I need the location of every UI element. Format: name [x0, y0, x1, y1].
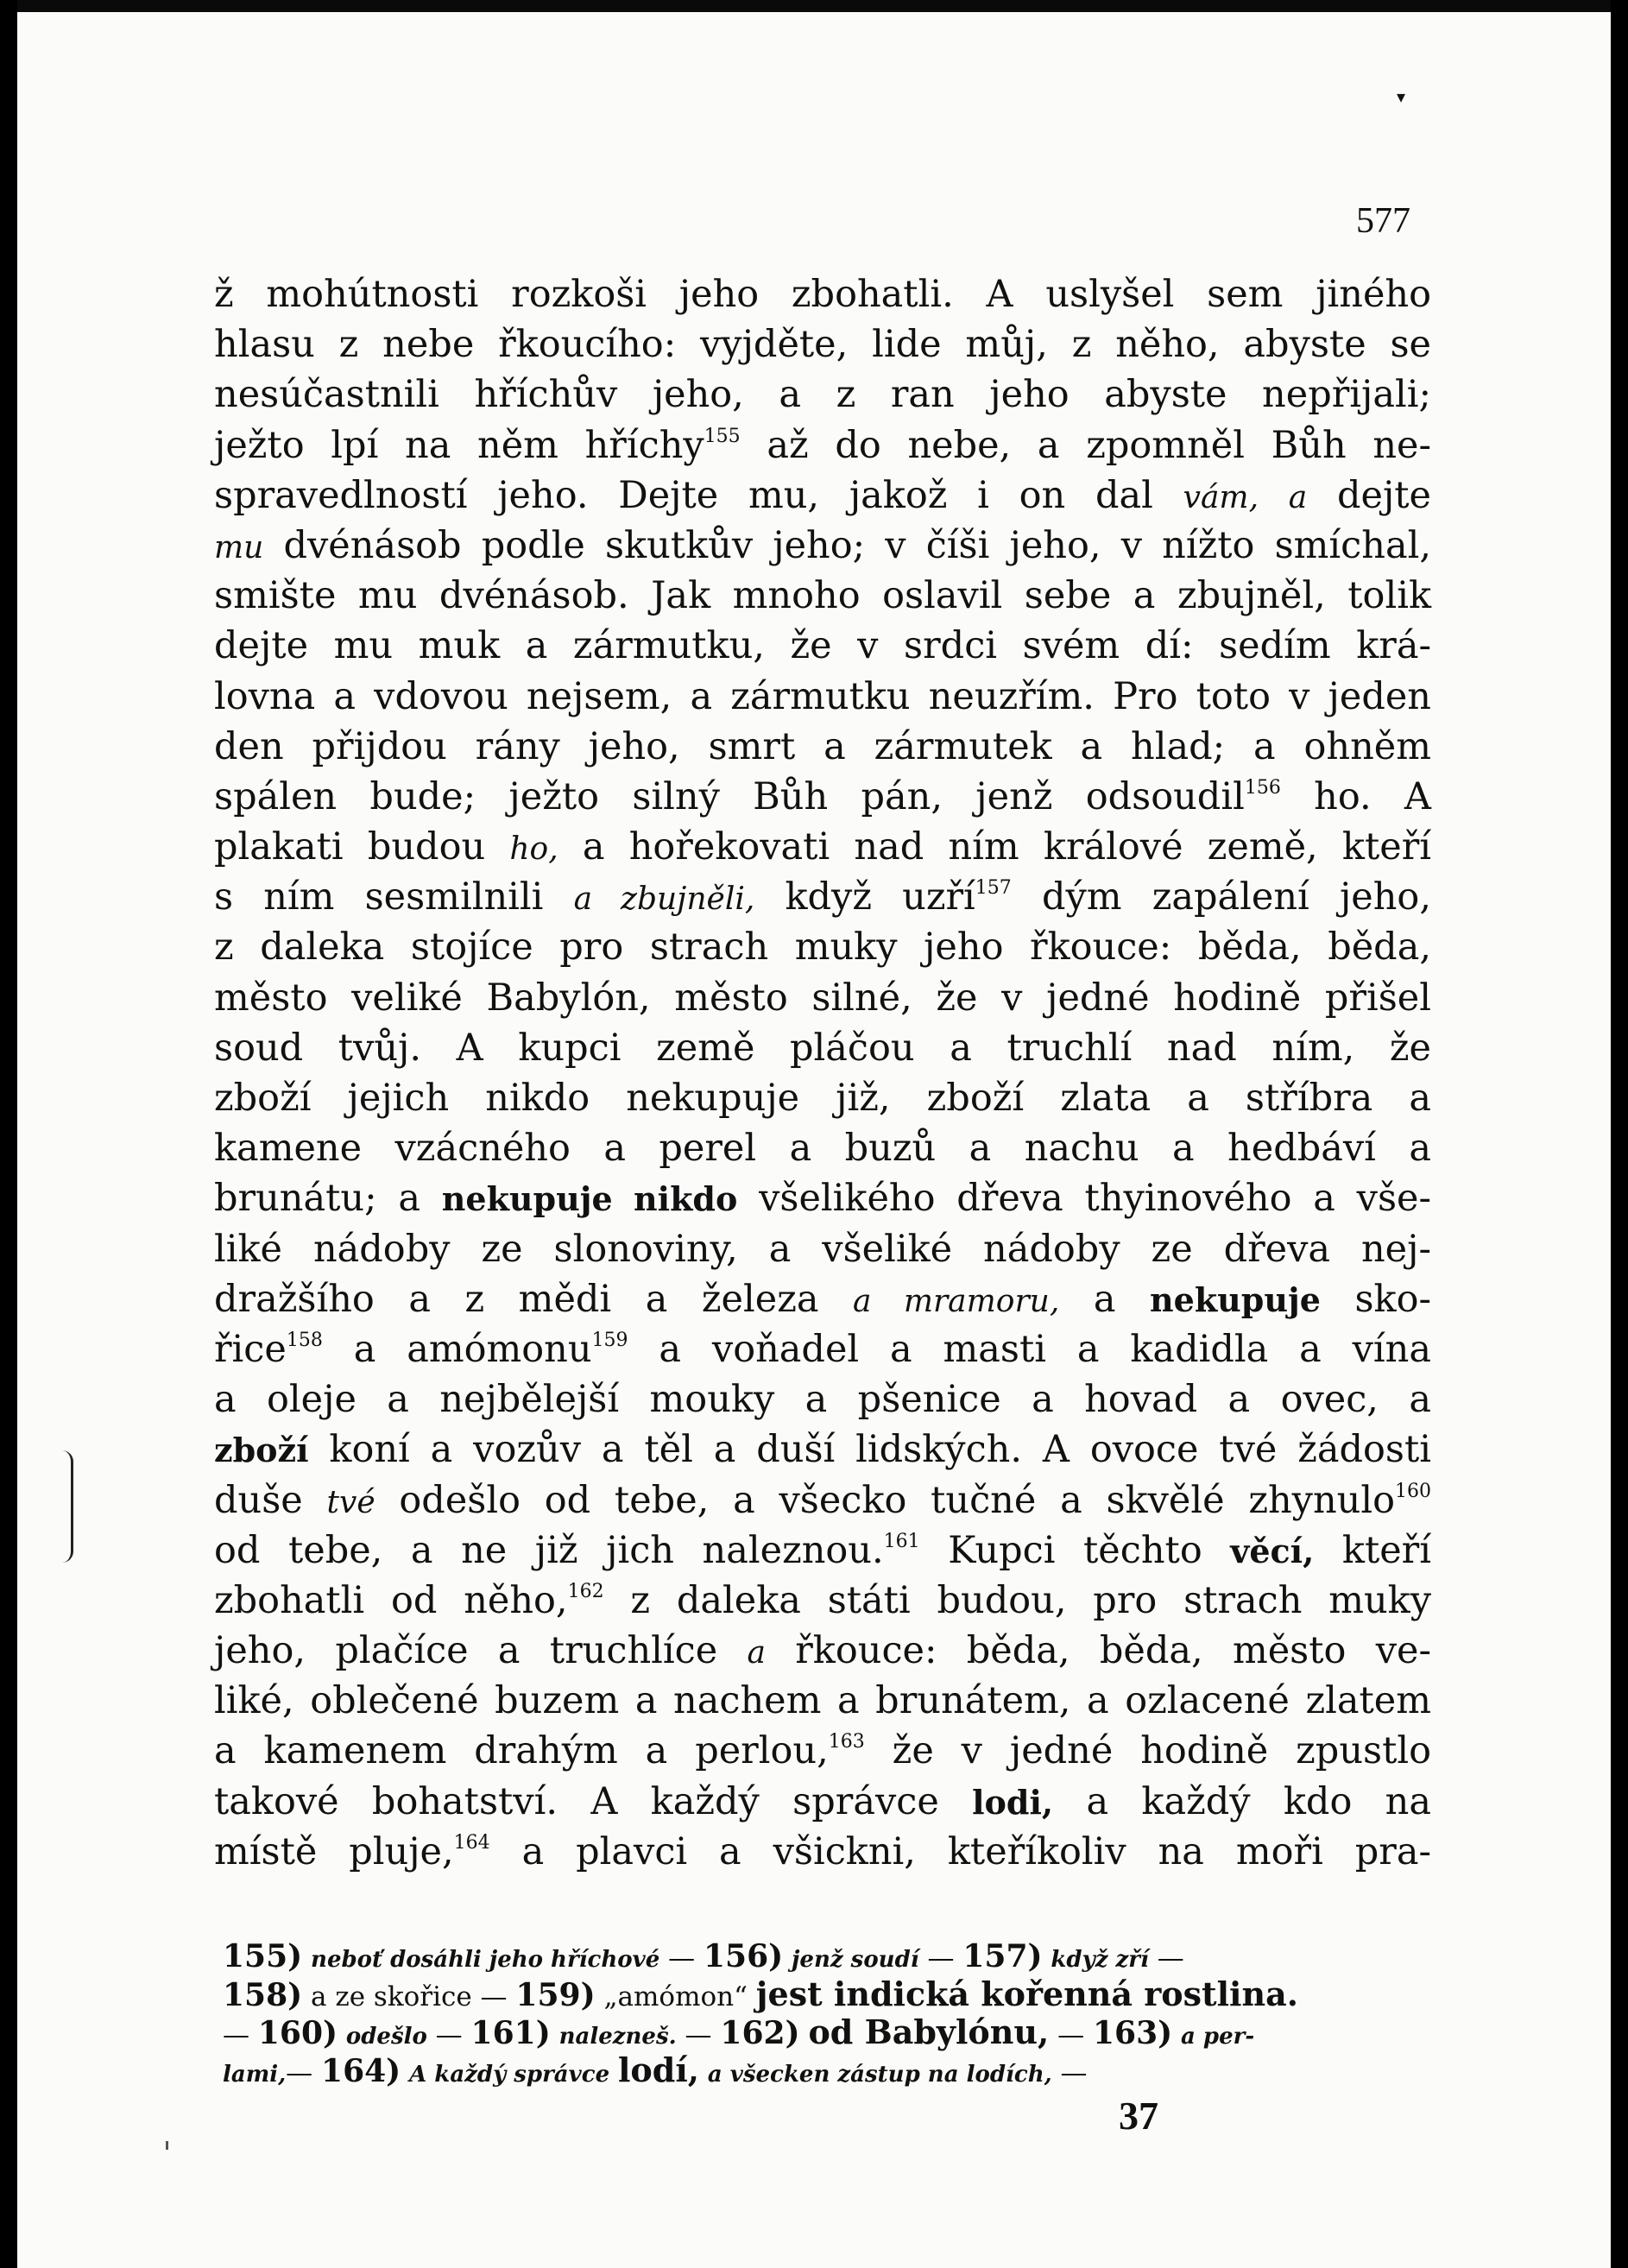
text-line: nesúčastnili hříchův jeho, a z ran jeho abyste nepřijali;: [214, 373, 1431, 417]
blackletter-text: věcí,: [1230, 1531, 1315, 1570]
italic-text: a zbujněli,: [573, 881, 755, 918]
margin-dot: [166, 2141, 168, 2150]
footnote-ref: 155: [704, 425, 741, 447]
bold-text: lodí,: [617, 2050, 700, 2089]
footnote-number: 163): [1092, 2015, 1173, 2051]
italic-text: A každý správce: [409, 2062, 610, 2088]
text-line: od tebe, a ne již jich naleznou.$^{161}$ Kupci těchto věcí, kteří: [214, 1528, 1431, 1572]
footnote-number: 160): [257, 2015, 338, 2051]
text-line: a kamenem drahým a perlou,$^{163}$ že v jedné hodině zpustlo: [214, 1729, 1431, 1773]
footnote-line: 158) a ze skořice — 159) „amómon“ jest indická kořenná rostlina.: [223, 1974, 1298, 2013]
italic-text: tvé: [326, 1484, 375, 1520]
footnote-number: 158): [223, 1977, 303, 2013]
text-line: smište mu dvénásob. Jak mnoho oslavil sebe a zbujněl, tolik: [214, 574, 1431, 618]
text-line: plakati budou ho, a hořekovati nad ním králové země, kteří: [214, 825, 1431, 869]
italic-text: jenž soudí: [792, 1947, 919, 1973]
text-line: den přijdou rány jeho, smrt a zármutek a hlad; a ohněm: [214, 724, 1431, 768]
italic-text: a: [747, 1635, 766, 1671]
italic-text: mu: [214, 529, 264, 565]
footnote-ref: 159: [591, 1329, 628, 1351]
text-line: dražšího a z mědi a železa a mramoru, a nekupuje sko-: [214, 1277, 1431, 1321]
footnote-line: 155) neboť dosáhli jeho hříchové — 156) jenž soudí — 157) když zří —: [223, 1938, 1184, 1974]
footnote-number: 157): [962, 1938, 1043, 1974]
text-line: kamene vzácného a perel a buzů a nachu a hedbáví a: [214, 1127, 1431, 1171]
italic-text: ho,: [509, 831, 558, 868]
italic-text: neboť dosáhli jeho hříchové: [311, 1947, 660, 1973]
footnote-number: 162): [720, 2015, 800, 2051]
footnote-ref: 162: [567, 1580, 604, 1602]
text-line: místě pluje,$^{164}$ a plavci a všickni, kteříkoliv na moři pra-: [214, 1829, 1431, 1873]
italic-text: odešlo: [345, 2024, 427, 2050]
text-line: hlasu z nebe řkoucího: vyjděte, lide můj, z něho, abyste se: [214, 323, 1431, 367]
blackletter-text: nekupuje nikdo: [441, 1179, 738, 1219]
footnote-ref: 156: [1244, 776, 1281, 799]
text-line: z daleka stojíce pro strach muky jeho řkouce: běda, běda,: [214, 926, 1431, 970]
text-line: jeho, plačíce a truchlíce a řkouce: běda, běda, město ve-: [214, 1629, 1431, 1673]
margin-bracket: [62, 1450, 73, 1563]
italic-text: vám,: [1183, 479, 1259, 515]
text-line: zboží koní a vozův a těl a duší lidských. A ovoce tvé žádosti: [214, 1428, 1431, 1472]
footnote-ref: 164: [453, 1831, 490, 1854]
footnote-ref: 161: [883, 1530, 920, 1552]
text-line: ježto lpí na něm hříchy$^{155}$ až do nebe, a zpomněl Bůh ne-: [214, 423, 1431, 467]
text-line: brunátu; a nekupuje nikdo všelikého dřeva thyinového a vše-: [214, 1177, 1431, 1221]
book-page: [17, 0, 1611, 2268]
text-line: dejte mu muk a zármutku, že v srdci svém dí: sedím krá-: [214, 624, 1431, 668]
text-line: řice$^{158}$ a amómonu$^{159}$ a voňadel a masti a kadidla a vína: [214, 1327, 1431, 1371]
text-line: město veliké Babylón, město silné, že v jedné hodině přišel: [214, 976, 1431, 1020]
text-line: lovna a vdovou nejsem, a zármutku neuzřím. Pro toto v jeden: [214, 674, 1431, 718]
italic-text: a: [1288, 479, 1308, 515]
italic-text: lami,: [223, 2062, 287, 2088]
footnote-ref: 158: [286, 1329, 323, 1351]
footnote-number: 159): [515, 1977, 596, 2013]
text-line: zboží jejich nikdo nekupuje již, zboží zlata a stříbra a: [214, 1077, 1431, 1120]
italic-text: když zří: [1051, 1947, 1149, 1973]
text-line: soud tvůj. A kupci země pláčou a truchlí nad ním, že: [214, 1026, 1431, 1070]
footnote-ref: 157: [975, 877, 1012, 900]
bold-text: jest indická kořenná rostlina.: [755, 1974, 1298, 2013]
footnote-number: 161): [470, 2015, 551, 2051]
text-line: ž mohútnosti rozkoši jeho zbohatli. A uslyšel sem jiného: [214, 273, 1431, 316]
text-line: mu dvénásob podle skutkův jeho; v číši jeho, v nížto smíchal,: [214, 523, 1431, 567]
blackletter-text: lodi,: [972, 1782, 1054, 1822]
text-line: spravedlností jeho. Dejte mu, jakož i on dal vám, a dejte: [214, 473, 1432, 517]
blackletter-text: zboží: [214, 1431, 309, 1470]
scan-edge: [17, 0, 1611, 12]
text-line: a oleje a nejbělejší mouky a pšenice a hovad a ovec, a: [214, 1378, 1431, 1422]
footnotes: [223, 1937, 1431, 2089]
text-line: liké, oblečené buzem a nachem a brunátem, a ozlacené zlatem: [214, 1679, 1431, 1723]
footnote-number: 164): [321, 2053, 401, 2089]
italic-text: a mramoru,: [853, 1283, 1060, 1319]
blackletter-text: nekupuje: [1150, 1279, 1321, 1319]
text-line: duše tvé odešlo od tebe, a všecko tučné a skvělé zhynulo$^{160}$: [214, 1478, 1431, 1522]
bold-text: od Babylónu,: [808, 2012, 1050, 2051]
footnote-ref: 160: [1395, 1480, 1431, 1502]
italic-text: nalezneš.: [558, 2024, 677, 2050]
body-text: [214, 269, 1431, 1877]
text-line: takové bohatství. A každý správce lodi, a každý kdo na: [214, 1779, 1431, 1823]
footnote-ref: 163: [828, 1731, 865, 1753]
italic-text: a všecken zástup na lodích,: [707, 2062, 1052, 2088]
page-number: 577: [1356, 201, 1410, 241]
text-line: s ním sesmilnili a zbujněli, když uzří$^{157}$ dým zapálení jeho,: [214, 875, 1431, 919]
italic-text: a per-: [1181, 2024, 1255, 2050]
text-line: spálen bude; ježto silný Bůh pán, jenž odsoudil$^{156}$ ho. A: [214, 774, 1431, 818]
signature-mark: 37: [1119, 2094, 1158, 2138]
footnote-number: 155): [223, 1938, 303, 1974]
text-line: zbohatli od něho,$^{162}$ z daleka státi budou, pro strach muky: [214, 1578, 1432, 1622]
corner-mark: ▾: [1397, 86, 1406, 107]
footnote-number: 156): [703, 1938, 784, 1974]
footnote-line: lami,— 164) A každý správce lodí, a všecken zástup na lodích, —: [223, 2050, 1088, 2089]
text-line: liké nádoby ze slonoviny, a všeliké nádoby ze dřeva nej-: [214, 1227, 1431, 1271]
footnote-line: — 160) odešlo — 161) nalezneš. — 162) od Babylónu, — 163) a per-: [223, 2012, 1255, 2051]
